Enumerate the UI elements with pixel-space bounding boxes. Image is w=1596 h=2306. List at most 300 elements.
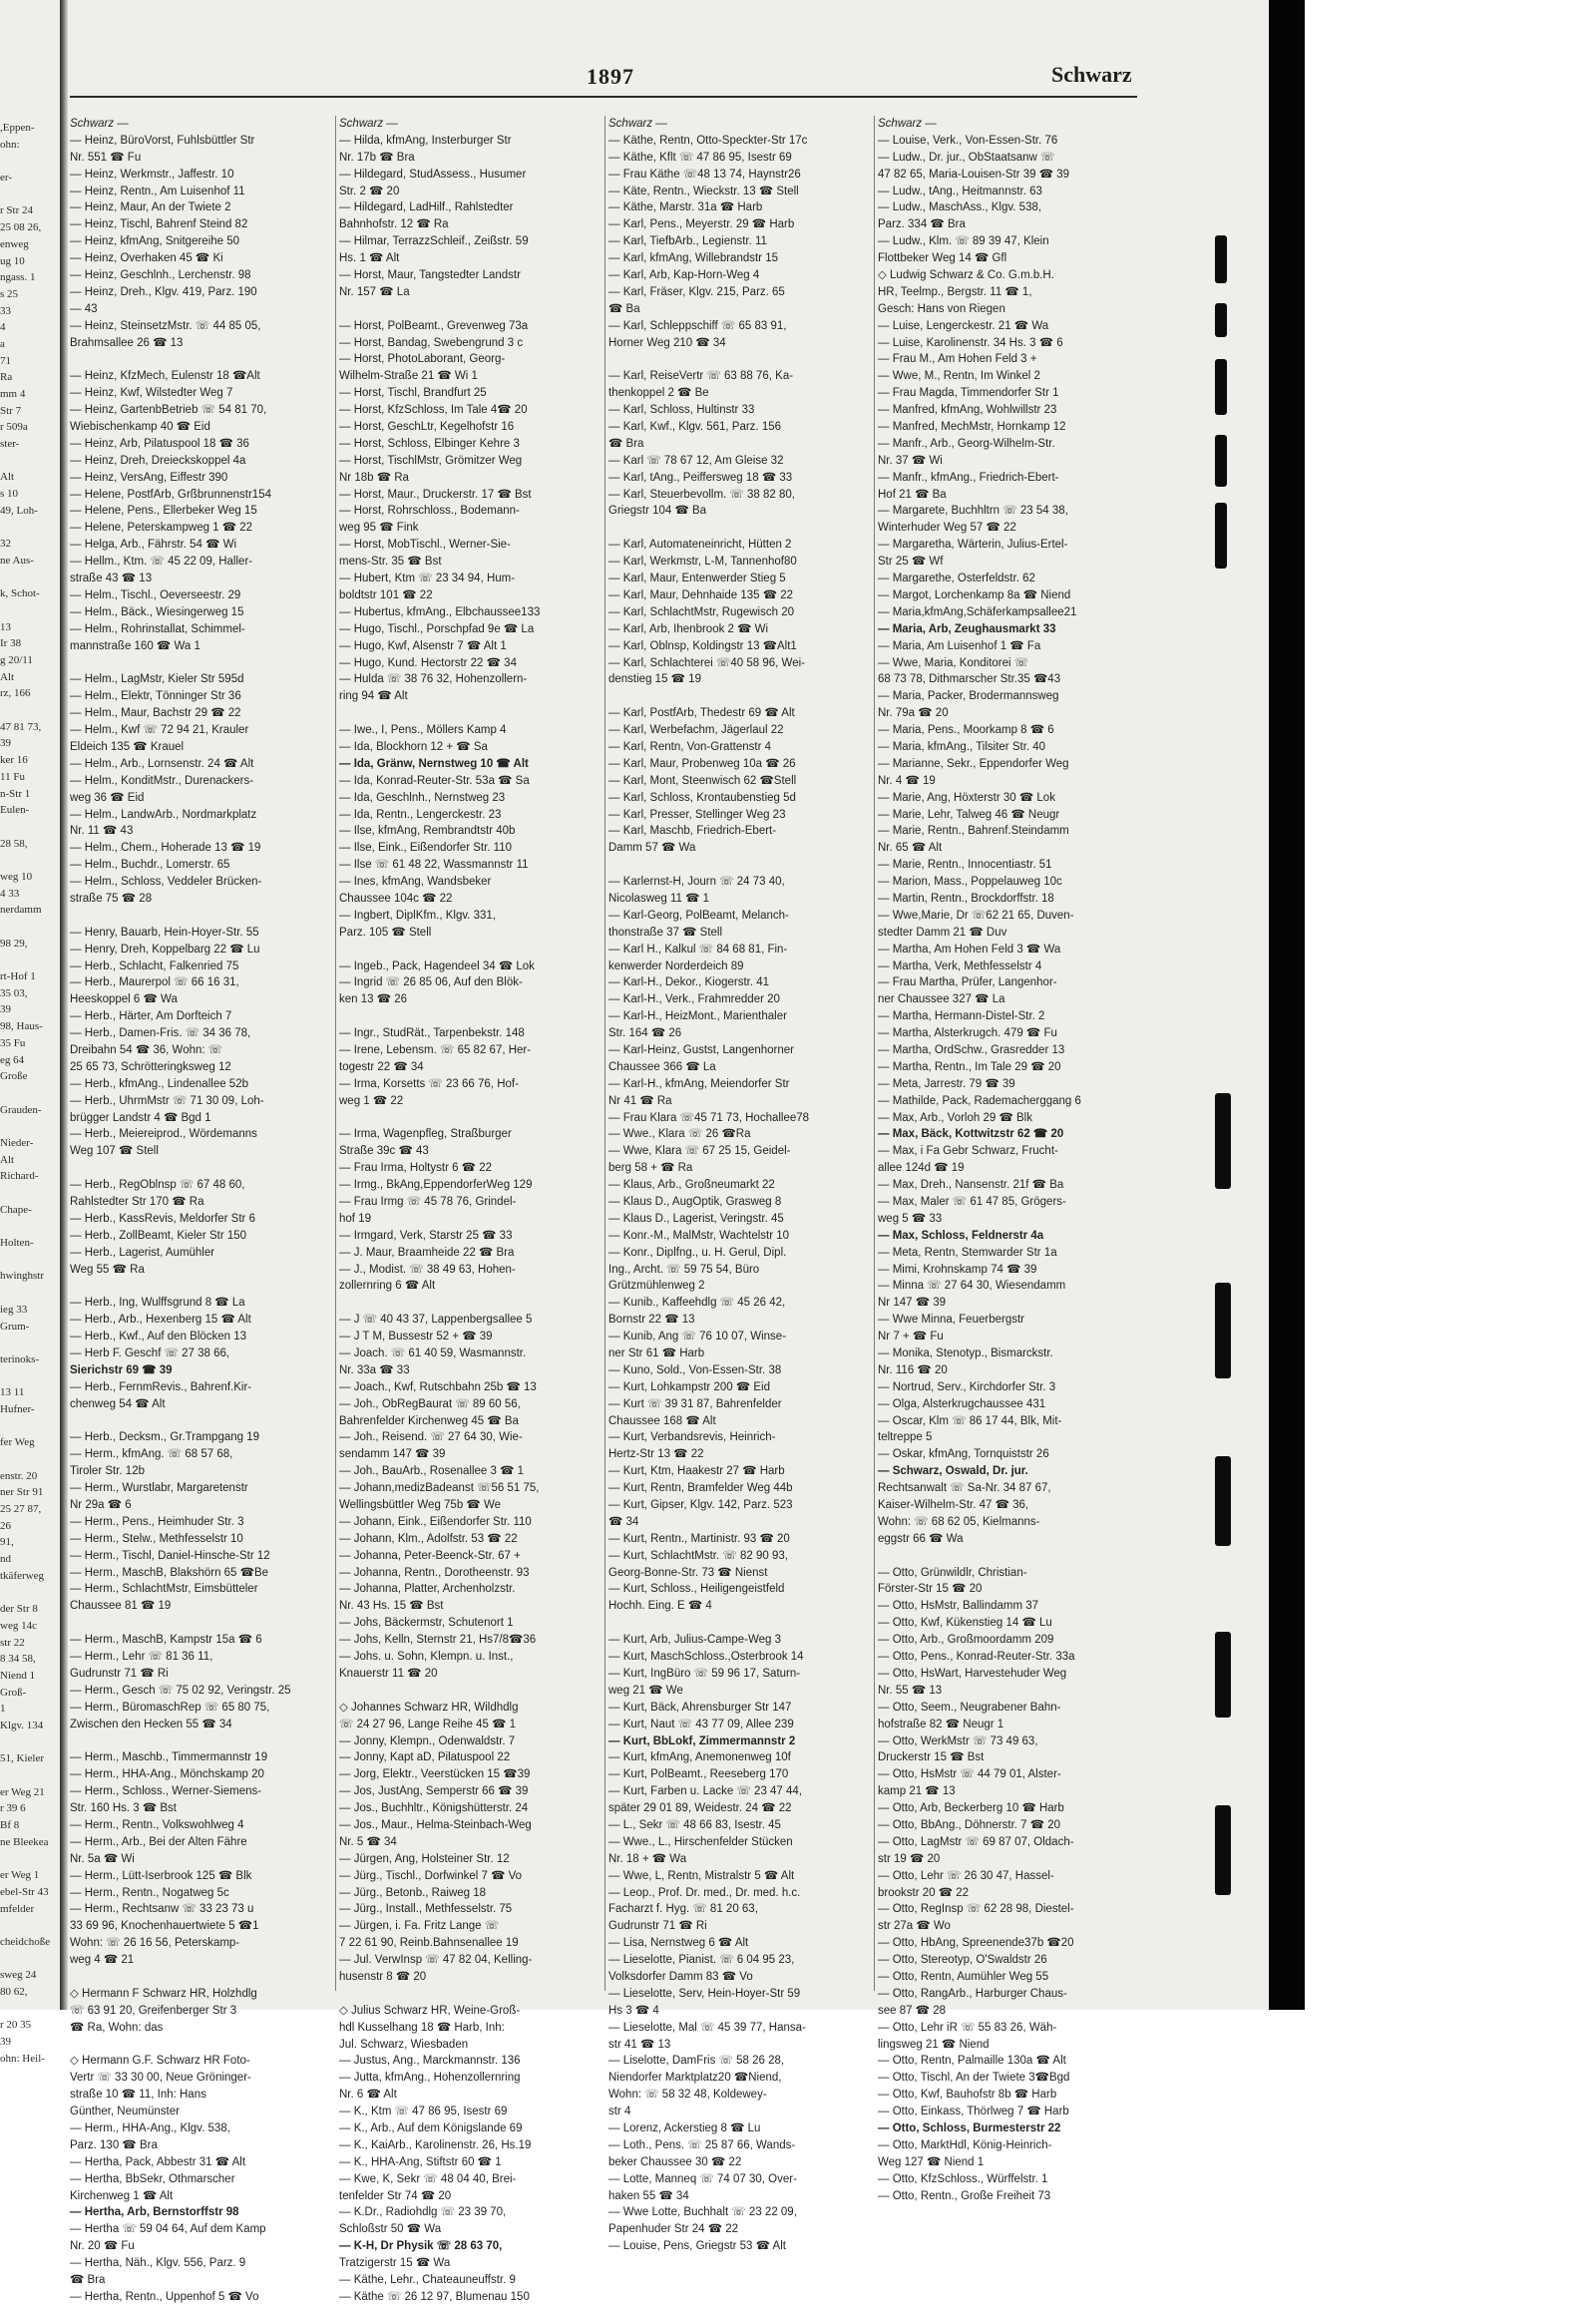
edge-text-line xyxy=(0,702,60,719)
directory-entry-line: — Jutta, kfmAng., Hohenzollernring xyxy=(339,2072,521,2085)
directory-entry-line: — Ludw., tAng., Heitmannstr. 63 xyxy=(878,185,1042,197)
directory-entry-line: Nr. 20 ☎ Fu xyxy=(70,2240,135,2253)
directory-entry-line: — Martha, Am Hohen Feld 3 ☎ Wa xyxy=(878,943,1061,956)
edge-text-line xyxy=(0,852,60,869)
directory-entry-line: str 41 ☎ 13 xyxy=(608,2038,671,2051)
directory-entry-line: — Schwarz, Oswald, Dr. jur. xyxy=(878,1465,1028,1478)
directory-entry-line: see 87 ☎ 28 xyxy=(878,2004,947,2017)
edge-text-line: Alt xyxy=(0,1153,15,1166)
edge-text-line: Grum- xyxy=(0,1320,30,1333)
directory-entry-line: Gesch: Hans von Riegen xyxy=(878,302,1005,315)
directory-entry-line: Nr. 551 ☎ Fu xyxy=(70,151,142,164)
directory-entry-line: — Kurt, Verbandsrevis, Heinrich- xyxy=(608,1431,776,1444)
directory-entry-line: Schloßstr 50 ☎ Wa xyxy=(339,2223,442,2236)
directory-entry-line xyxy=(339,301,600,318)
directory-entry-line: Volksdorfer Damm 83 ☎ Vo xyxy=(608,1970,753,1983)
directory-entry-line: mens-Str. 35 ☎ Bst xyxy=(339,556,442,569)
directory-entry-line xyxy=(608,351,870,368)
directory-entry-line: — Herm., Pens., Heimhuder Str. 3 xyxy=(70,1515,244,1528)
directory-entry-line: — Wwe., Klara ☏ 26 ☎Ra xyxy=(608,1128,751,1141)
directory-entry-line: Druckerstr 15 ☎ Bst xyxy=(878,1751,985,1764)
directory-entry-line: Nr. 11 ☎ 43 xyxy=(70,825,134,838)
directory-entry-line: — Herm., MaschB, Blakshörn 65 ☎Be xyxy=(70,1566,269,1579)
column-heading: Schwarz — xyxy=(878,118,937,130)
directory-entry-line: — Herm., Rechtsanw ☏ 33 23 73 u xyxy=(70,1903,254,1916)
directory-entry-line: — Karl, Schloss, Hultinstr 33 xyxy=(608,404,755,417)
directory-entry-line: ◇ Hermann G.F. Schwarz HR Foto- xyxy=(70,2055,250,2068)
directory-entry-line: — Otto, Einkass, Thörlweg 7 ☎ Harb xyxy=(878,2106,1069,2118)
directory-entry-line: kamp 21 ☎ 13 xyxy=(878,1785,956,1798)
edge-text-line: ohn: Heil- xyxy=(0,2052,45,2065)
edge-text-line: Alt xyxy=(0,471,15,484)
directory-entry-line: — Horst, Maur, Tangstedter Landstr xyxy=(339,269,521,282)
directory-entry-line: — Hertha, Pack, Abbestr 31 ☎ Alt xyxy=(70,2155,246,2168)
directory-entry-line: — Iwe., I, Pens., Möllers Kamp 4 xyxy=(339,724,507,737)
column-divider xyxy=(604,116,605,1991)
directory-entry-line: — Helm., Kwf ☏ 72 94 21, Krauler xyxy=(70,724,249,737)
directory-entry-line: — Herb., Lagerist, Aumühler xyxy=(70,1246,215,1259)
directory-entry-line: — Käthe, Kflt ☏ 47 86 95, Isestr 69 xyxy=(608,151,792,164)
directory-entry-line: — Margot, Lorchenkamp 8a ☎ Niend xyxy=(878,588,1071,601)
directory-entry-line: Griegstr 104 ☎ Ba xyxy=(608,505,707,518)
edge-text-line xyxy=(0,453,60,470)
directory-entry-line: — Max, Dreh., Nansenstr. 21f ☎ Ba xyxy=(878,1179,1064,1192)
directory-entry-line: — Karl, Rentn, Von-Grattenstr 4 xyxy=(608,740,771,753)
edge-text-line: terinoks- xyxy=(0,1352,40,1365)
directory-entry-line: — Kurt, Bäck, Ahrensburger Str 147 xyxy=(608,1701,792,1714)
directory-entry-line: — Herm., HHA-Ang., Klgv. 538, xyxy=(70,2121,230,2134)
directory-entry-line: Nr. 5 ☎ 34 xyxy=(339,1835,397,1848)
directory-entry-line: Nr. 79a ☎ 20 xyxy=(878,707,949,720)
edge-text-line: 71 xyxy=(0,354,11,367)
directory-entry-line: — Otto, KfzSchloss., Würffelstr. 1 xyxy=(878,2172,1048,2185)
directory-entry-line: Heeskoppel 6 ☎ Wa xyxy=(70,993,178,1006)
directory-entry-line: — Kurt, Ktm, Haakestr 27 ☎ Harb xyxy=(608,1465,785,1478)
edge-text-line xyxy=(0,1734,60,1751)
directory-entry-line: — Frau Irmg ☏ 45 78 76, Grindel- xyxy=(339,1196,517,1208)
directory-entry-line: — Hertha, Rentn., Uppenhof 5 ☎ Vo xyxy=(70,2290,259,2303)
edge-text-line: 13 11 xyxy=(0,1386,25,1399)
directory-entry-line: — Kurt, MaschSchloss.,Osterbrook 14 xyxy=(608,1651,804,1664)
directory-entry-line: Parz. 105 ☎ Stell xyxy=(339,926,432,939)
directory-entry-line: — Karl, Werkmstr, L-M, Tannenhof80 xyxy=(608,556,797,569)
directory-entry-line: — Karl, Maur, Dehnhaide 135 ☎ 22 xyxy=(608,588,794,601)
directory-entry-line: — Otto, Rentn, Palmaille 130a ☎ Alt xyxy=(878,2055,1066,2068)
directory-entry-line xyxy=(70,1160,331,1177)
edge-text-line: 35 Fu xyxy=(0,1036,26,1049)
directory-entry-line: — Konr., Diplfng., u. H. Gerul, Dipl. xyxy=(608,1246,787,1259)
directory-entry-line: — Horst, PolBeamt., Grevenweg 73a xyxy=(339,319,529,332)
directory-entry-line: — Otto, Stereotyp, O'Swaldstr 26 xyxy=(878,1954,1047,1967)
directory-entry-line: — Manfr., kfmAng., Friedrich-Ebert- xyxy=(878,471,1059,484)
directory-entry-line: — Joh., Reisend. ☏ 27 64 30, Wie- xyxy=(339,1431,523,1444)
directory-entry-line: — Otto, Grünwildlr, Christian- xyxy=(878,1566,1027,1579)
directory-entry-line: brügger Landstr 4 ☎ Bgd 1 xyxy=(70,1111,211,1124)
directory-entry-line: — Lisa, Nernstweg 6 ☎ Alt xyxy=(608,1937,749,1950)
directory-entry-line: Parz. 334 ☎ Bra xyxy=(878,218,966,231)
directory-entry-line: — Karl ☏ 78 67 12, Am Gleise 32 xyxy=(608,454,784,467)
edge-text-line: 49, Loh- xyxy=(0,504,38,517)
directory-entry-line: ring 94 ☎ Alt xyxy=(339,690,408,703)
edge-text-line: 80 62, xyxy=(0,1986,28,1998)
directory-entry-line: straße 75 ☎ 28 xyxy=(70,892,153,905)
directory-entry-line: — Frau M., Am Hohen Feld 3 + xyxy=(878,353,1037,366)
directory-entry-line: Nr. 116 ☎ 20 xyxy=(878,1363,948,1376)
directory-entry-line: — Karl, Presser, Stellinger Weg 23 xyxy=(608,808,786,821)
edge-text-line: Große xyxy=(0,1070,28,1083)
directory-entry-line: — Lotte, Manneq ☏ 74 07 30, Over- xyxy=(608,2172,797,2185)
edge-text-line xyxy=(0,919,60,936)
directory-entry-line: — Karl, Werbefachm, Jägerlaul 22 xyxy=(608,724,784,737)
directory-entry-line: — Otto, HsMstr ☏ 44 79 01, Alster- xyxy=(878,1768,1061,1781)
edge-text-line: Ra xyxy=(0,371,13,384)
directory-entry-line: Chaussee 168 ☎ Alt xyxy=(608,1414,716,1427)
directory-entry-line: — Maria, Packer, Brodermannsweg xyxy=(878,690,1059,703)
directory-entry-line: — Ilse, Eink., Eißendorfer Str. 110 xyxy=(339,842,512,855)
directory-entry-line: — Horst, Tischl, Brandfurt 25 xyxy=(339,387,487,400)
directory-entry-line: — Helm., Tischl., Oeverseestr. 29 xyxy=(70,588,241,601)
directory-entry-line: berg 58 + ☎ Ra xyxy=(608,1162,693,1175)
directory-entry-line: Nr 147 ☎ 39 xyxy=(878,1297,947,1310)
directory-entry-line: — Max, Schloss, Feldnerstr 4a xyxy=(878,1229,1044,1242)
directory-entry-line: — Loth., Pens. ☏ 25 87 66, Wands- xyxy=(608,2138,796,2151)
directory-entry-line: — Jul. VerwInsp ☏ 47 82 04, Kelling- xyxy=(339,1954,533,1967)
directory-entry-line: — Karl H., Kalkul ☏ 84 68 81, Fin- xyxy=(608,943,788,956)
directory-entry-line: — Margarete, Buchhltrn ☏ 23 54 38, xyxy=(878,505,1068,518)
edge-text-line: 4 33 xyxy=(0,887,20,900)
directory-entry-line: — Jorg, Elektr., Veerstücken 15 ☎39 xyxy=(339,1768,531,1781)
edge-text-line: er- xyxy=(0,172,12,185)
directory-entry-line: ◇ Hermann F Schwarz HR, Holzhdlg xyxy=(70,1987,257,2000)
directory-entry-line: — Herb., Ing, Wulffsgrund 8 ☎ La xyxy=(70,1297,245,1310)
directory-entry-line: — Otto, RegInsp ☏ 62 28 98, Diestel- xyxy=(878,1903,1074,1916)
directory-entry-line: — Ilse ☏ 61 48 22, Wassmannstr 11 xyxy=(339,859,529,872)
directory-entry-line: — Marie, Lehr, Talweg 46 ☎ Neugr xyxy=(878,808,1060,821)
directory-entry-line: Wohn: ☏ 58 32 48, Koldewey- xyxy=(608,2089,767,2102)
directory-entry-line: — Wwe, L, Rentn, Mistralstr 5 ☎ Alt xyxy=(608,1869,795,1882)
directory-entry-line: — Heinz, Overhaken 45 ☎ Ki xyxy=(70,252,223,265)
edge-text-line: ner Str 91 xyxy=(0,1486,44,1499)
edge-text-line: weg 14c xyxy=(0,1619,37,1632)
directory-entry-line: — Ludw., MaschAss., Klgv. 538, xyxy=(878,201,1042,214)
directory-entry-line: 47 82 65, Maria-Louisen-Str 39 ☎ 39 xyxy=(878,168,1070,181)
directory-entry-line: — Heinz, KfzMech, Eulenstr 18 ☎Alt xyxy=(70,370,260,383)
directory-entry-line: — Käthe, Marstr. 31a ☎ Harb xyxy=(608,201,763,214)
directory-entry-line: Nr. 43 Hs. 15 ☎ Bst xyxy=(339,1600,444,1613)
edge-text-line: cheidchoße xyxy=(0,1935,51,1948)
directory-entry-line: Grützmühlenweg 2 xyxy=(608,1280,705,1293)
edge-text-line: er Weg 21 xyxy=(0,1785,45,1798)
directory-entry-line: — Johs, Kelln, Sternstr 21, Hs7/8☎36 xyxy=(339,1634,537,1647)
directory-entry-line: — Monika, Stenotyp., Bismarckstr. xyxy=(878,1347,1053,1360)
directory-entry-line: — Hugo, Tischl., Porschpfad 9e ☎ La xyxy=(339,622,535,635)
directory-entry-line: Gudrunstr 71 ☎ Ri xyxy=(608,1920,707,1933)
directory-entry-line: Nr 7 + ☎ Fu xyxy=(878,1331,944,1344)
directory-entry-line: Tratzigerstr 15 ☎ Wa xyxy=(339,2257,451,2270)
directory-entry-line: hof 19 xyxy=(339,1212,371,1225)
edge-text-line xyxy=(0,952,60,968)
directory-entry-line xyxy=(339,705,600,722)
page-number: 1897 xyxy=(587,64,634,89)
directory-entry-line: Förster-Str 15 ☎ 20 xyxy=(878,1583,983,1596)
directory-entry-line: — Otto, HbAng, Spreenende37b ☎20 xyxy=(878,1937,1074,1950)
directory-entry-line: — Käte, Rentn., Wieckstr. 13 ☎ Stell xyxy=(608,185,799,197)
directory-entry-line: Rechtsanwalt ☏ Sa-Nr. 34 87 67, xyxy=(878,1482,1051,1495)
scan-border xyxy=(1269,0,1305,2010)
directory-entry-line xyxy=(608,1615,870,1632)
directory-entry-line: — Marion, Mass., Poppelauweg 10c xyxy=(878,876,1062,889)
directory-entry-line: — Horst, TischlMstr, Grömitzer Weg xyxy=(339,454,523,467)
edge-text-line: enstr. 20 xyxy=(0,1469,38,1482)
directory-entry-line: — Johann, Klm., Adolfstr. 53 ☎ 22 xyxy=(339,1532,518,1545)
edge-text-line xyxy=(0,602,60,619)
directory-entry-line: — Karl, Automateneinricht, Hütten 2 xyxy=(608,539,792,552)
directory-entry-line xyxy=(339,942,600,959)
header-rule xyxy=(70,96,1137,98)
directory-entry-line: Nr. 6 ☎ Alt xyxy=(339,2089,397,2102)
directory-entry-line: — Karl, Maur, Entenwerder Stieg 5 xyxy=(608,573,786,585)
directory-entry-line: — Klaus D., AugOptik, Grasweg 8 xyxy=(608,1196,782,1208)
directory-column-3 xyxy=(608,116,870,2255)
directory-entry-line: — Louise, Pens, Griegstr 53 ☎ Alt xyxy=(608,2240,786,2253)
directory-entry-line: Nr. 55 ☎ 13 xyxy=(878,1684,943,1697)
directory-entry-line: Nr. 4 ☎ 19 xyxy=(878,774,936,787)
directory-entry-line: Weg 107 ☎ Stell xyxy=(70,1145,159,1158)
directory-entry-line: Brahmsallee 26 ☎ 13 xyxy=(70,336,184,349)
directory-entry-line: husenstr 8 ☎ 20 xyxy=(339,1970,427,1983)
directory-entry-line: — Heinz, SteinsetzMstr. ☏ 44 85 05, xyxy=(70,319,261,332)
directory-entry-line: ◇ Julius Schwarz HR, Weine-Groß- xyxy=(339,2004,521,2017)
directory-entry-line: — Herb., Decksm., Gr.Trampgang 19 xyxy=(70,1431,260,1444)
directory-entry-line: — Kurt, Rentn., Martinistr. 93 ☎ 20 xyxy=(608,1532,790,1545)
edge-text-line xyxy=(0,1767,60,1784)
directory-entry-line: — Karl, ReiseVertr ☏ 63 88 76, Ka- xyxy=(608,370,794,383)
directory-entry-line: — Herm., Arb., Bei der Alten Fähre xyxy=(70,1835,247,1848)
edge-text-line: Hufner- xyxy=(0,1402,35,1415)
directory-entry-line: — K., Ktm ☏ 47 86 95, Isestr 69 xyxy=(339,2106,508,2118)
directory-entry-line xyxy=(70,2037,331,2054)
edge-text-line: 13 xyxy=(0,620,11,633)
edge-text-line: 32 xyxy=(0,538,11,551)
directory-entry-line: — Heinz, Rentn., Am Luisenhof 11 xyxy=(70,185,245,197)
directory-entry-line: — Karl, Schlachterei ☏40 58 96, Wei- xyxy=(608,656,805,669)
directory-entry-line: — Kunib., Kaffeehdlg ☏ 45 26 42, xyxy=(608,1297,786,1310)
directory-entry-line: — Otto, Rentn, Aumühler Weg 55 xyxy=(878,1970,1049,1983)
directory-entry-line: — Karl, Kwf., Klgv. 561, Parz. 156 xyxy=(608,421,781,434)
edge-text-line xyxy=(0,1085,60,1102)
directory-entry-line: — Lieselotte, Serv, Hein-Hoyer-Str 59 xyxy=(608,1987,801,2000)
directory-entry-line: — Herm., SchlachtMstr, Eimsbütteler xyxy=(70,1583,258,1596)
directory-entry-line xyxy=(70,1413,331,1430)
directory-entry-line: — Ines, kfmAng, Wandsbeker xyxy=(339,876,492,889)
directory-entry-line: — Johs, Bäckermstr, Schutenort 1 xyxy=(339,1617,514,1630)
directory-entry-line: — Herb., ZollBeamt, Kieler Str 150 xyxy=(70,1229,247,1242)
directory-entry-line: Nr. 37 ☎ Wi xyxy=(878,454,943,467)
edge-text-line xyxy=(0,570,60,586)
directory-entry-line: — Martha, Alsterkrugch. 479 ☎ Fu xyxy=(878,1027,1057,1040)
edge-text-line: Bf 8 xyxy=(0,1819,20,1832)
directory-entry-line xyxy=(339,1110,600,1127)
directory-entry-line: str 19 ☎ 20 xyxy=(878,1852,941,1865)
directory-entry-line: — Helene, PostfArb, Grßbrunnenstr154 xyxy=(70,488,271,501)
directory-entry-line: Parz. 130 ☎ Bra xyxy=(70,2138,158,2151)
directory-entry-line: — Maria, Pens., Moorkamp 8 ☎ 6 xyxy=(878,724,1054,737)
directory-entry-line: thenkoppel 2 ☎ Be xyxy=(608,387,709,400)
directory-entry-line: — Karl, Schloss, Krontaubenstieg 5d xyxy=(608,791,796,804)
directory-entry-line: — Herb., Maurerpol ☏ 66 16 31, xyxy=(70,976,239,989)
directory-entry-line: — Jürg., Install., Methfesselstr. 75 xyxy=(339,1903,513,1916)
directory-entry-line: — Irmgard, Verk, Starstr 25 ☎ 33 xyxy=(339,1229,513,1242)
directory-entry-line: — K., KaiArb., Karolinenstr. 26, Hs.19 xyxy=(339,2138,532,2151)
directory-entry-line: — Herb., Meiereiprod., Wördemanns xyxy=(70,1128,257,1141)
directory-entry-line: — Marie, Rentn., Bahrenf.Steindamm xyxy=(878,825,1069,838)
directory-entry-line: — Heinz, Tischl, Bahrenf Steind 82 xyxy=(70,218,248,231)
edge-text-line xyxy=(0,1185,60,1202)
edge-text-line: Ir 38 xyxy=(0,637,22,650)
directory-entry-line: Horner Weg 210 ☎ 34 xyxy=(608,336,726,349)
edge-text-line xyxy=(0,1218,60,1235)
directory-entry-line: — Kunib, Ang ☏ 76 10 07, Winse- xyxy=(608,1331,787,1344)
directory-entry-line: — Hugo, Kwf, Alsenstr 7 ☎ Alt 1 xyxy=(339,639,507,652)
directory-entry-line: — Hildegard, LadHilf., Rahlstedter xyxy=(339,201,514,214)
directory-entry-line: — Maria, Am Luisenhof 1 ☎ Fa xyxy=(878,639,1041,652)
directory-entry-line: Chaussee 104c ☎ 22 xyxy=(339,892,453,905)
directory-column-4 xyxy=(878,116,1139,2204)
directory-entry-line: — Martin, Rentn., Brockdorffstr. 18 xyxy=(878,892,1054,905)
directory-entry-line: — Max, i Fa Gebr Schwarz, Frucht- xyxy=(878,1145,1058,1158)
directory-entry-line: ☎ Ra, Wohn: das xyxy=(70,2021,164,2034)
directory-entry-line: Günther, Neumünster xyxy=(70,2106,180,2118)
edge-text-line xyxy=(0,1335,60,1351)
directory-entry-line: Gudrunstr 71 ☎ Ri xyxy=(70,1667,169,1680)
edge-text-line xyxy=(0,819,60,836)
directory-entry-line: Hochh. Eing. E ☎ 4 xyxy=(608,1600,712,1613)
directory-entry-line: — Kurt, Farben u. Lacke ☏ 23 47 44, xyxy=(608,1785,803,1798)
directory-entry-line: Kirchenweg 1 ☎ Alt xyxy=(70,2189,174,2202)
directory-entry-line: — Otto, Kwf, Kükenstieg 14 ☎ Lu xyxy=(878,1617,1052,1630)
directory-entry-line: — Hertha, BbSekr, Othmarscher xyxy=(70,2172,235,2185)
edge-text-line xyxy=(0,1451,60,1468)
directory-entry-line: — Manfred, MechMstr, Hornkamp 12 xyxy=(878,421,1066,434)
directory-entry-line: Bahrenfelder Kirchenweg 45 ☎ Ba xyxy=(339,1414,519,1427)
directory-entry-line: — Herm., Lehr ☏ 81 36 11, xyxy=(70,1651,213,1664)
directory-entry-line: — J T M, Bussestr 52 + ☎ 39 xyxy=(339,1331,493,1344)
directory-entry-line: ner Chaussee 327 ☎ La xyxy=(878,993,1005,1006)
edge-text-line xyxy=(0,187,60,203)
directory-entry-line: Str 25 ☎ Wf xyxy=(878,556,944,569)
directory-entry-line: denstieg 15 ☎ 19 xyxy=(608,673,701,686)
directory-entry-line: — Helga, Arb., Fährstr. 54 ☎ Wi xyxy=(70,539,237,552)
directory-entry-line: — Helm., Rohrinstallat, Schimmel- xyxy=(70,622,245,635)
directory-entry-line: boldtstr 101 ☎ 22 xyxy=(339,588,433,601)
directory-entry-line: — Kuno, Sold., Von-Essen-Str. 38 xyxy=(608,1363,782,1376)
directory-entry-line: — Otto, Pens., Konrad-Reuter-Str. 33a xyxy=(878,1651,1075,1664)
directory-entry-line: Hof 21 ☎ Ba xyxy=(878,488,947,501)
directory-column-1 xyxy=(70,116,331,2306)
edge-text-line: enweg xyxy=(0,237,29,250)
directory-entry-line: Bahnhofstr. 12 ☎ Ra xyxy=(339,218,449,231)
directory-entry-line: — Otto, Schloss, Burmesterstr 22 xyxy=(878,2121,1061,2134)
directory-entry-line: — Frau Irma, Holtystr 6 ☎ 22 xyxy=(339,1162,492,1175)
directory-entry-line: — Heinz, Arb, Pilatuspool 18 ☎ 36 xyxy=(70,437,249,450)
directory-entry-line: — Herm., Wurstlabr, Margaretenstr xyxy=(70,1482,248,1495)
directory-entry-line: Bornstr 22 ☎ 13 xyxy=(608,1314,695,1327)
running-head-surname: Schwarz xyxy=(1051,62,1132,87)
directory-entry-line: stedter Damm 21 ☎ Duv xyxy=(878,926,1007,939)
directory-entry-line: weg 21 ☎ We xyxy=(608,1684,683,1697)
directory-entry-line: — Margaretha, Wärterin, Julius-Ertel- xyxy=(878,539,1068,552)
directory-entry-line: Flottbeker Weg 14 ☎ Gfl xyxy=(878,252,1007,265)
edge-text-line: 98 29, xyxy=(0,937,28,950)
directory-entry-line: — Kurt, Schloss., Heiligengeistfeld xyxy=(608,1583,785,1596)
edge-text-line: hwinghstr xyxy=(0,1270,44,1283)
directory-entry-line: — Luise, Karolinenstr. 34 Hs. 3 ☎ 6 xyxy=(878,336,1063,349)
directory-entry-line: — Karl-H., HeizMont., Marienthaler xyxy=(608,1010,787,1023)
edge-text-line xyxy=(0,1368,60,1385)
directory-entry-line: str 4 xyxy=(608,2106,631,2118)
directory-entry-line: — Johs. u. Sohn, Klempn. u. Inst., xyxy=(339,1651,514,1664)
edge-text-line: ,Eppen- xyxy=(0,122,35,134)
directory-entry-line: Niendorfer Marktplatz20 ☎Niend, xyxy=(608,2072,782,2085)
directory-entry-line: — Otto, Lehr ☏ 26 30 47, Hassel- xyxy=(878,1869,1054,1882)
directory-entry-line: — Helm., Arb., Lornsenstr. 24 ☎ Alt xyxy=(70,757,254,770)
directory-entry-line: — Wwe., L., Hirschenfelder Stücken xyxy=(608,1835,793,1848)
directory-entry-line: — Lieselotte, Pianist. ☏ 6 04 95 23, xyxy=(608,1954,795,1967)
directory-entry-line: — Karl, kfmAng, Willebrandstr 15 xyxy=(608,252,779,265)
directory-entry-line: — Hildegard, StudAssess., Husumer xyxy=(339,168,527,181)
directory-entry-line: — Herm., Rentn., Nogatweg 5c xyxy=(70,1886,229,1899)
directory-entry-line: — Kurt, kfmAng, Anemonenweg 10f xyxy=(608,1751,791,1764)
edge-text-line: Klgv. 134 xyxy=(0,1720,44,1731)
directory-entry-line: — K., Arb., Auf dem Königslande 69 xyxy=(339,2121,523,2134)
directory-entry-line: — Otto, Rentn., Große Freiheit 73 xyxy=(878,2189,1051,2202)
directory-entry-line: ☎ Bra xyxy=(608,437,644,450)
edge-text-line: rz, 166 xyxy=(0,687,31,700)
directory-entry-line: — Ingrid ☏ 26 85 06, Auf den Blök- xyxy=(339,976,523,989)
edge-text-line: rt-Hof 1 xyxy=(0,970,36,983)
directory-entry-line: — Herb F. Geschf ☏ 27 38 66, xyxy=(70,1347,230,1360)
directory-entry-line: — Jos, JustAng, Semperstr 66 ☎ 39 xyxy=(339,1785,529,1798)
directory-entry-line: Rahlstedter Str 170 ☎ Ra xyxy=(70,1196,204,1208)
edge-text-line: 33 xyxy=(0,304,11,317)
edge-text-line: er Weg 1 xyxy=(0,1869,40,1882)
directory-entry-line: — Helm., Schloss, Veddeler Brücken- xyxy=(70,876,262,889)
directory-entry-line: Weg 127 ☎ Niend 1 xyxy=(878,2155,985,2168)
directory-entry-line: — Herm., Rentn., Volkswohlweg 4 xyxy=(70,1818,244,1831)
directory-entry-line: weg 1 ☎ 22 xyxy=(339,1094,404,1107)
directory-entry-line: — Luise, Lengerckestr. 21 ☎ Wa xyxy=(878,319,1049,332)
directory-entry-line: — Herb., Arb., Hexenberg 15 ☎ Alt xyxy=(70,1314,251,1327)
directory-entry-line: — Herb., Damen-Fris. ☏ 34 36 78, xyxy=(70,1027,251,1040)
edge-text-line: ngass. 1 xyxy=(0,271,36,284)
directory-entry-line: — Helm., Chem., Hoherade 13 ☎ 19 xyxy=(70,842,261,855)
directory-entry-line: — Jürg., Betonb., Raiweg 18 xyxy=(339,1886,487,1899)
directory-entry-line: — Karl, tAng., Peiffersweg 18 ☎ 33 xyxy=(608,471,793,484)
edge-text-line: sweg 24 xyxy=(0,1969,37,1982)
directory-entry-line: Nr. 33a ☎ 33 xyxy=(339,1363,410,1376)
directory-entry-line: — Otto, Tischl, An der Twiete 3☎Bgd xyxy=(878,2072,1070,2085)
directory-entry-line: — Horst, Maur., Druckerstr. 17 ☎ Bst xyxy=(339,488,532,501)
directory-entry-line: — Helm., LagMstr, Kieler Str 595d xyxy=(70,673,244,686)
directory-entry-line: — Herm., Maschb., Timmermannstr 19 xyxy=(70,1751,268,1764)
page-edge-thumb-marks xyxy=(1215,0,1263,2010)
directory-entry-line: — Jonny, Klempn., Odenwaldstr. 7 xyxy=(339,1734,516,1747)
directory-entry-line: Wiebischenkamp 40 ☎ Eid xyxy=(70,421,210,434)
directory-entry-line: — Klaus, Arb., Großneumarkt 22 xyxy=(608,1179,775,1192)
edge-text-line: 4 xyxy=(0,321,6,334)
directory-entry-line: Wohn: ☏ 68 62 05, Kielmanns- xyxy=(878,1515,1040,1528)
directory-entry-line: — Max, Bäck, Kottwitzstr 62 ☎ 20 xyxy=(878,1128,1064,1141)
